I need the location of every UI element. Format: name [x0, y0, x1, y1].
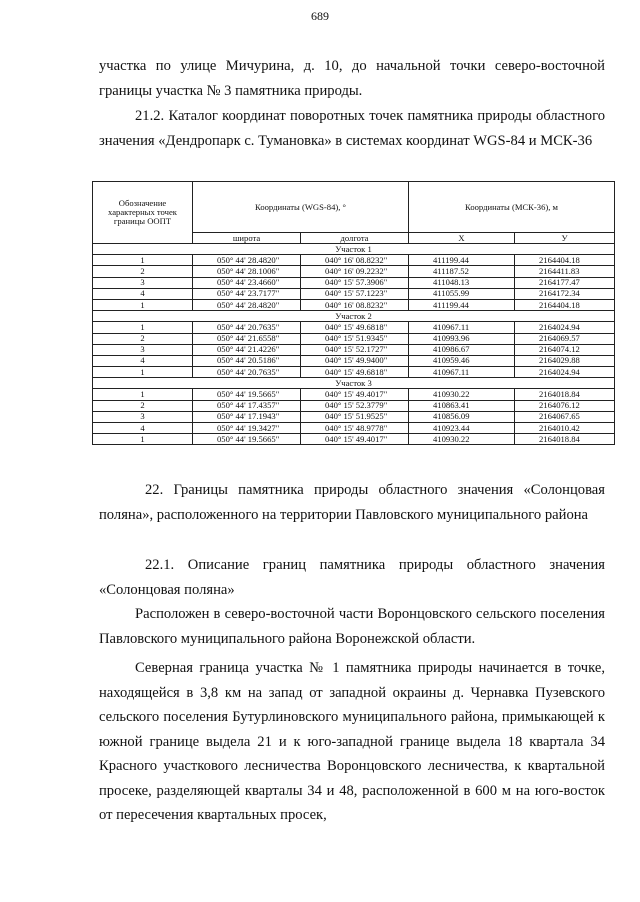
point-number: 1: [93, 322, 193, 333]
x-cell: 411187.52: [409, 266, 515, 277]
section-22-1-heading: 22.1. Описание границ памятника природы областного значения «Солонцовая поляна»: [99, 557, 605, 598]
table-row: [93, 255, 615, 266]
point-number: 4: [93, 423, 193, 434]
latitude-cell: 050° 44' 28.4820": [193, 255, 301, 266]
y-cell: 2164018.84: [515, 434, 615, 445]
sub-x-header: X: [409, 233, 515, 244]
sub-lon-header: долгота: [301, 233, 409, 244]
section-title: Участок 3: [93, 378, 615, 389]
latitude-cell: 050° 44' 17.1943": [193, 411, 301, 422]
longitude-cell: 040° 15' 57.3906": [301, 277, 409, 288]
table-row: [93, 389, 615, 400]
location-paragraph: Расположен в северо-восточной части Воронцовского сельского поселения Павловского муниципального района Воронежской области.: [99, 606, 605, 647]
latitude-cell: 050° 44' 21.4226": [193, 344, 301, 355]
point-number: 3: [93, 277, 193, 288]
y-cell: 2164018.84: [515, 389, 615, 400]
table-row: [93, 322, 615, 333]
y-cell: 2164024.94: [515, 322, 615, 333]
longitude-cell: 040° 15' 49.4017": [301, 434, 409, 445]
point-number: 1: [93, 299, 193, 310]
latitude-cell: 050° 44' 28.4820": [193, 299, 301, 310]
longitude-cell: 040° 15' 51.9525": [301, 411, 409, 422]
y-cell: 2164411.83: [515, 266, 615, 277]
x-cell: 410863.41: [409, 400, 515, 411]
table-row: [93, 367, 615, 378]
section-title: Участок 2: [93, 311, 615, 322]
y-cell: 2164010.42: [515, 423, 615, 434]
point-number: 3: [93, 344, 193, 355]
point-number: 2: [93, 266, 193, 277]
point-number: 1: [93, 434, 193, 445]
x-cell: 410967.11: [409, 367, 515, 378]
boundary-paragraph: Северная граница участка № 1 памятника природы начинается в точке, находящейся в 3,8 км на запад от западной окраины д. Чернавка Пузевского сельского поселения Бутурлиновского муниципального района, примыкающей к южной границе выдела 21 и к юго-западной границе выдела 18 квартала 34 Красного участкового лесничества Воронцовского лесничества, к квартальной просеке, разделяющей кварталы 34 и 48, расположенной в 600 м на юго-восток от пересечения квартальных просек,: [99, 660, 605, 823]
sub-lat-header: широта: [193, 233, 301, 244]
longitude-cell: 040° 15' 49.9400": [301, 355, 409, 366]
sub-y-header: У: [515, 233, 615, 244]
y-cell: 2164024.94: [515, 367, 615, 378]
point-number: 4: [93, 355, 193, 366]
page-number: 689: [311, 9, 329, 23]
latitude-cell: 050° 44' 21.6558": [193, 333, 301, 344]
x-cell: 410986.67: [409, 344, 515, 355]
table-row: [93, 288, 615, 299]
intro-paragraph: участка по улице Мичурина, д. 10, до начальной точки северо-восточной границы участка № 3 памятника природы.: [99, 58, 605, 99]
longitude-cell: 040° 15' 48.9778": [301, 423, 409, 434]
section-row: [93, 378, 615, 389]
section-row: [93, 244, 615, 255]
table-row: [93, 411, 615, 422]
table-row: [93, 344, 615, 355]
latitude-cell: 050° 44' 20.5186": [193, 355, 301, 366]
x-cell: 411055.99: [409, 288, 515, 299]
table-row: [93, 400, 615, 411]
latitude-cell: 050° 44' 19.3427": [193, 423, 301, 434]
point-number: 1: [93, 389, 193, 400]
latitude-cell: 050° 44' 20.7635": [193, 322, 301, 333]
table-row: [93, 277, 615, 288]
table-row: [93, 355, 615, 366]
point-number: 1: [93, 367, 193, 378]
x-cell: 410930.22: [409, 389, 515, 400]
point-number: 3: [93, 411, 193, 422]
point-number: 1: [93, 255, 193, 266]
x-cell: 410959.46: [409, 355, 515, 366]
y-cell: 2164404.18: [515, 255, 615, 266]
longitude-cell: 040° 15' 49.6818": [301, 367, 409, 378]
x-cell: 411199.44: [409, 299, 515, 310]
section-row: [93, 311, 615, 322]
longitude-cell: 040° 15' 57.1223": [301, 288, 409, 299]
x-cell: 410993.96: [409, 333, 515, 344]
point-number: 4: [93, 288, 193, 299]
point-number: 2: [93, 333, 193, 344]
table-row: [93, 299, 615, 310]
x-cell: 410923.44: [409, 423, 515, 434]
table-row: [93, 266, 615, 277]
latitude-cell: 050° 44' 20.7635": [193, 367, 301, 378]
section-title: Участок 1: [93, 244, 615, 255]
y-cell: 2164029.88: [515, 355, 615, 366]
y-cell: 2164069.57: [515, 333, 615, 344]
longitude-cell: 040° 16' 09.2232": [301, 266, 409, 277]
col-point-header: Обозначение характерных точек границы ООПТ: [93, 182, 193, 244]
y-cell: 2164172.34: [515, 288, 615, 299]
y-cell: 2164177.47: [515, 277, 615, 288]
longitude-cell: 040° 15' 52.1727": [301, 344, 409, 355]
longitude-cell: 040° 16' 08.8232": [301, 299, 409, 310]
latitude-cell: 050° 44' 19.5665": [193, 434, 301, 445]
section-22-heading: 22. Границы памятника природы областного значения «Солонцовая поляна», расположенного на территории Павловского муниципального района: [99, 482, 605, 523]
longitude-cell: 040° 15' 49.4017": [301, 389, 409, 400]
x-cell: 411199.44: [409, 255, 515, 266]
point-number: 2: [93, 400, 193, 411]
latitude-cell: 050° 44' 17.4357": [193, 400, 301, 411]
y-cell: 2164076.12: [515, 400, 615, 411]
x-cell: 410856.09: [409, 411, 515, 422]
latitude-cell: 050° 44' 23.7177": [193, 288, 301, 299]
col-msk-header: Координаты (МСК-36), м: [409, 182, 615, 233]
coordinates-table: [92, 181, 615, 445]
x-cell: 410967.11: [409, 322, 515, 333]
longitude-cell: 040° 15' 52.3779": [301, 400, 409, 411]
table-row: [93, 333, 615, 344]
table-row: [93, 423, 615, 434]
catalog-heading: 21.2. Каталог координат поворотных точек памятника природы областного значения «Дендропарк с. Тумановка» в системах координат WGS-84 и МСК-36: [99, 108, 605, 149]
y-cell: 2164074.12: [515, 344, 615, 355]
latitude-cell: 050° 44' 23.4660": [193, 277, 301, 288]
longitude-cell: 040° 16' 08.8232": [301, 255, 409, 266]
latitude-cell: 050° 44' 19.5665": [193, 389, 301, 400]
y-cell: 2164404.18: [515, 299, 615, 310]
longitude-cell: 040° 15' 51.9345": [301, 333, 409, 344]
latitude-cell: 050° 44' 28.1006": [193, 266, 301, 277]
col-wgs-header: Координаты (WGS-84), °: [193, 182, 409, 233]
x-cell: 411048.13: [409, 277, 515, 288]
table-row: [93, 434, 615, 445]
y-cell: 2164067.65: [515, 411, 615, 422]
longitude-cell: 040° 15' 49.6818": [301, 322, 409, 333]
x-cell: 410930.22: [409, 434, 515, 445]
